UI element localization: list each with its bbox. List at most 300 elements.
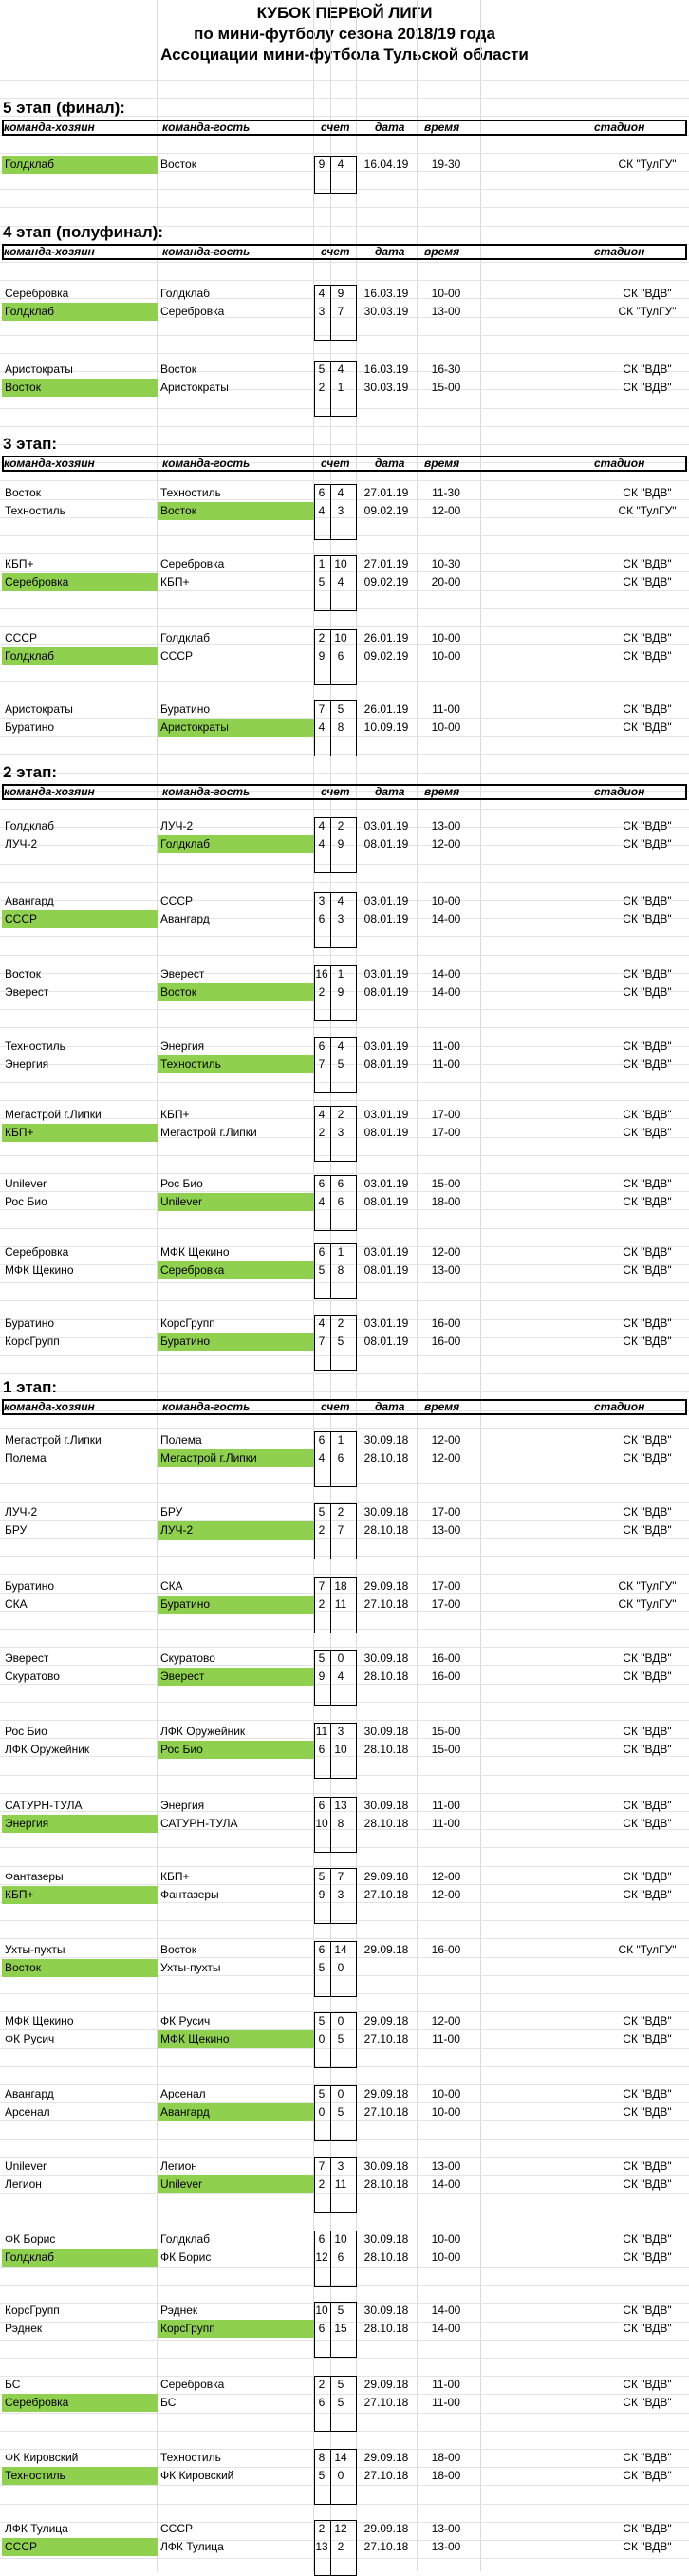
stadium: СК "ВДВ" [623, 2032, 672, 2045]
grid-row-line [0, 1647, 689, 1648]
away-score: 9 [337, 985, 344, 999]
home-team: ЛФК Оружейник [5, 1743, 90, 1756]
match-date: 16.04.19 [363, 158, 409, 171]
match-date: 08.01.19 [363, 985, 409, 999]
home-score: 6 [318, 1743, 326, 1756]
match-time: 16-00 [431, 1335, 461, 1348]
home-team: СССР [5, 631, 38, 644]
grid-row-line [0, 1373, 689, 1374]
home-score: 0 [318, 2105, 326, 2119]
match-time: 14-00 [431, 2177, 461, 2191]
home-team: КорсГрупп [5, 1335, 60, 1348]
home-team: Легион [5, 2177, 42, 2191]
away-team: Восток [160, 1943, 196, 1956]
match-time: 10-00 [431, 2232, 461, 2246]
match-time: 13-00 [431, 819, 461, 832]
grid-row-line [0, 1720, 689, 1721]
home-team: Восток [5, 486, 41, 499]
grid-row-line [0, 353, 689, 354]
grid-row-line [0, 480, 689, 481]
match-time: 12-00 [431, 2014, 461, 2027]
column-header-home: команда-хозяин [4, 121, 95, 134]
away-score: 2 [337, 2540, 344, 2553]
away-team: Аристократы [160, 381, 229, 394]
column-header-away: команда-гость [162, 785, 251, 798]
away-score: 1 [337, 1433, 344, 1447]
home-score: 6 [318, 1039, 326, 1053]
home-team: КБП+ [2, 1886, 158, 1904]
home-score: 6 [318, 1943, 326, 1956]
match-time: 13-00 [431, 1523, 461, 1537]
away-score: 0 [337, 2014, 344, 2027]
match-row [0, 555, 689, 573]
away-team: Авангард [158, 2103, 314, 2121]
column-header-away: команда-гость [162, 457, 251, 470]
match-row [0, 2157, 689, 2175]
stadium: СК "ВДВ" [623, 1888, 672, 1901]
away-team: КБП+ [160, 1108, 190, 1121]
match-date: 27.01.19 [363, 557, 409, 570]
match-date: 30.09.18 [363, 1799, 409, 1812]
column-header-away: команда-гость [162, 121, 251, 134]
home-score: 11 [315, 1725, 328, 1738]
match-row [0, 2376, 689, 2394]
match-row [0, 2449, 689, 2467]
stadium: СК "ВДВ" [623, 1523, 672, 1537]
column-header-row [2, 784, 687, 800]
match-time: 14-00 [431, 2322, 461, 2335]
match-row [0, 2012, 689, 2030]
home-score: 10 [315, 1817, 328, 1830]
home-score: 2 [318, 631, 326, 644]
home-score: 9 [318, 649, 326, 663]
stage-title: 4 этап (полуфинал): [3, 223, 163, 241]
match-row [0, 2249, 689, 2267]
stadium: СК "ВДВ" [623, 819, 672, 832]
home-team: Арсенал [5, 2105, 50, 2119]
match-row [0, 303, 689, 321]
home-score: 3 [318, 305, 326, 318]
stadium: СК "ВДВ" [623, 1195, 672, 1208]
home-team: КБП+ [5, 557, 34, 570]
grid-row-line [0, 1391, 689, 1392]
match-time: 10-00 [431, 2105, 461, 2119]
match-time: 17-00 [431, 1126, 461, 1139]
match-row [0, 1668, 689, 1686]
home-score: 4 [318, 1108, 326, 1121]
match-time: 11-00 [432, 1817, 460, 1830]
match-time: 16-00 [431, 1316, 461, 1330]
stadium: СК "ВДВ" [623, 1177, 672, 1190]
home-score: 7 [318, 1579, 326, 1593]
match-date: 09.02.19 [363, 504, 409, 517]
away-score: 5 [337, 2032, 344, 2045]
stadium: СК "ВДВ" [623, 2105, 672, 2119]
home-score: 4 [318, 1451, 326, 1465]
stadium: СК "ТулГУ" [618, 158, 677, 171]
away-score: 7 [337, 1523, 344, 1537]
match-date: 03.01.19 [363, 1108, 409, 1121]
match-row [0, 1741, 689, 1759]
home-team: ФК Борис [5, 2232, 56, 2246]
stadium: СК "ВДВ" [623, 2451, 672, 2464]
match-row [0, 2467, 689, 2485]
away-team: ЛУЧ-2 [158, 1521, 314, 1540]
match-date: 27.10.18 [363, 2396, 409, 2409]
match-time: 11-00 [432, 1039, 460, 1053]
title-line-2: по мини-футболу сезона 2018/19 года [194, 25, 495, 43]
away-team: Серебровка [160, 2378, 225, 2391]
stadium: СК "ВДВ" [623, 486, 672, 499]
away-score: 4 [337, 158, 344, 171]
away-score: 4 [337, 486, 344, 499]
match-date: 30.09.18 [363, 2159, 409, 2173]
away-team: Голдклаб [160, 2232, 211, 2246]
column-header-time: время [424, 1400, 460, 1413]
away-team: КБП+ [160, 575, 190, 588]
away-team: КорсГрупп [158, 2320, 314, 2338]
home-team: Голдклаб [2, 156, 158, 174]
grid-row-line [0, 882, 689, 883]
home-score: 8 [318, 2451, 326, 2464]
away-team: Восток [160, 363, 196, 376]
away-team: Рэднек [160, 2304, 198, 2317]
column-header-stadium: стадион [594, 785, 645, 798]
home-team: Восток [5, 967, 41, 980]
home-team: Буратино [5, 1579, 55, 1593]
stadium: СК "ВДВ" [623, 1126, 672, 1139]
away-team: Ухты-пухты [160, 1961, 221, 1974]
away-team: Восток [158, 502, 314, 520]
home-score: 4 [318, 720, 326, 734]
match-time: 13-00 [431, 305, 461, 318]
stadium: СК "ТулГУ" [618, 305, 677, 318]
away-score: 14 [334, 2451, 347, 2464]
match-time: 15-00 [431, 1725, 461, 1738]
home-team: Аристократы [5, 702, 73, 716]
stadium: СК "ВДВ" [623, 1263, 672, 1277]
stadium: СК "ВДВ" [623, 381, 672, 394]
away-score: 1 [337, 967, 344, 980]
away-score: 11 [334, 1597, 347, 1611]
match-row [0, 1596, 689, 1614]
home-team: Техностиль [5, 1039, 65, 1053]
match-time: 14-00 [431, 2304, 461, 2317]
away-team: МФК Щекино [158, 2030, 314, 2048]
away-team: Эверест [158, 1668, 314, 1686]
grid-row-line [0, 1173, 689, 1174]
match-date: 08.01.19 [363, 912, 409, 925]
away-score: 9 [337, 837, 344, 850]
match-row [0, 1959, 689, 1977]
match-date: 29.09.18 [363, 2522, 409, 2535]
home-team: Голдклаб [2, 303, 158, 321]
stadium: СК "ВДВ" [623, 1799, 672, 1812]
stadium: СК "ВДВ" [623, 631, 672, 644]
match-time: 18-00 [431, 1195, 461, 1208]
match-time: 17-00 [431, 1597, 461, 1611]
match-time: 12-00 [431, 837, 461, 850]
away-team: Серебровка [160, 557, 225, 570]
match-time: 16-30 [431, 363, 461, 376]
home-team: Голдклаб [5, 819, 55, 832]
away-score: 3 [337, 912, 344, 925]
match-date: 27.10.18 [363, 2469, 409, 2482]
column-header-score: счет [321, 121, 350, 134]
column-header-home: команда-хозяин [4, 785, 95, 798]
match-row [0, 647, 689, 665]
stadium: СК "ВДВ" [623, 2232, 672, 2246]
home-score: 6 [318, 1177, 326, 1190]
stadium: СК "ВДВ" [623, 1652, 672, 1665]
home-team: Фантазеры [5, 1870, 64, 1883]
match-time: 12-00 [431, 504, 461, 517]
away-team: Энергия [160, 1039, 205, 1053]
column-header-stadium: стадион [594, 1400, 645, 1413]
home-score: 4 [318, 287, 326, 300]
match-date: 27.10.18 [363, 2105, 409, 2119]
match-row [0, 2302, 689, 2320]
away-score: 6 [337, 1177, 344, 1190]
stadium: СК "ТулГУ" [618, 1597, 677, 1611]
match-row [0, 1941, 689, 1959]
match-time: 15-00 [431, 1177, 461, 1190]
away-score: 12 [334, 2522, 347, 2535]
grid-row-line [0, 1938, 689, 1939]
home-score: 0 [318, 2032, 326, 2045]
match-time: 15-00 [431, 381, 461, 394]
home-score: 4 [318, 1316, 326, 1330]
match-row [0, 484, 689, 502]
home-team: Авангард [5, 894, 54, 907]
match-time: 13-00 [431, 1263, 461, 1277]
stadium: СК "ВДВ" [623, 2540, 672, 2553]
match-row [0, 156, 689, 174]
away-score: 2 [337, 1505, 344, 1519]
away-team: Восток [160, 158, 196, 171]
away-score: 6 [337, 649, 344, 663]
home-team: Рос Био [5, 1725, 47, 1738]
stadium: СК "ВДВ" [623, 1433, 672, 1447]
match-time: 12-00 [431, 1245, 461, 1259]
match-date: 30.03.19 [363, 305, 409, 318]
column-header-row [2, 120, 687, 136]
stadium: СК "ВДВ" [623, 1505, 672, 1519]
away-team: БС [160, 2396, 177, 2409]
match-time: 10-00 [431, 720, 461, 734]
home-score: 6 [318, 2232, 326, 2246]
match-row [0, 1055, 689, 1073]
match-time: 11-00 [432, 2396, 460, 2409]
match-row [0, 965, 689, 983]
match-time: 14-00 [431, 967, 461, 980]
grid-row-line [0, 153, 689, 154]
away-team: Мегастрой г.Липки [160, 1126, 257, 1139]
match-row [0, 910, 689, 928]
grid-row-line [0, 626, 689, 627]
home-team: Полема [5, 1451, 47, 1465]
away-score: 0 [337, 2087, 344, 2100]
match-row [0, 1577, 689, 1596]
away-team: ФК Русич [160, 2014, 211, 2027]
stadium: СК "ТулГУ" [618, 504, 677, 517]
home-team: Энергия [5, 1057, 49, 1071]
match-date: 30.03.19 [363, 381, 409, 394]
home-team: Unilever [5, 2159, 47, 2173]
home-score: 6 [318, 1433, 326, 1447]
away-score: 5 [337, 2396, 344, 2409]
home-score: 6 [318, 486, 326, 499]
column-header-score: счет [321, 785, 350, 798]
away-score: 18 [334, 1579, 347, 1593]
match-row [0, 2030, 689, 2048]
match-time: 17-00 [431, 1579, 461, 1593]
match-date: 27.10.18 [363, 2540, 409, 2553]
home-team: Энергия [2, 1815, 158, 1833]
home-team: БС [5, 2378, 21, 2391]
match-date: 03.01.19 [363, 1316, 409, 1330]
away-score: 5 [337, 2105, 344, 2119]
away-score: 3 [337, 1126, 344, 1139]
stage-title: 5 этап (финал): [3, 99, 125, 117]
stage-title: 3 этап: [3, 435, 58, 453]
match-date: 26.01.19 [363, 631, 409, 644]
home-team: МФК Щекино [5, 2014, 74, 2027]
stadium: СК "ВДВ" [623, 557, 672, 570]
stadium: СК "ВДВ" [623, 363, 672, 376]
match-date: 30.09.18 [363, 1505, 409, 1519]
match-date: 27.10.18 [363, 1888, 409, 1901]
away-score: 5 [337, 702, 344, 716]
home-team: Мегастрой г.Липки [5, 1108, 102, 1121]
column-header-time: время [424, 785, 460, 798]
home-team: БРУ [5, 1523, 28, 1537]
match-time: 13-00 [431, 2159, 461, 2173]
away-score: 6 [337, 2250, 344, 2264]
stadium: СК "ВДВ" [623, 1057, 672, 1071]
home-score: 2 [318, 985, 326, 999]
away-score: 0 [337, 1652, 344, 1665]
away-score: 4 [337, 363, 344, 376]
home-score: 2 [318, 1523, 326, 1537]
match-date: 16.03.19 [363, 287, 409, 300]
match-date: 30.09.18 [363, 2304, 409, 2317]
away-team: Буратино [160, 702, 211, 716]
away-score: 5 [337, 1057, 344, 1071]
match-row [0, 1106, 689, 1124]
grid-row-line [0, 2358, 689, 2359]
column-header-home: команда-хозяин [4, 457, 95, 470]
grid-row-line [0, 1100, 689, 1101]
stage-title: 1 этап: [3, 1378, 58, 1396]
away-score: 5 [337, 2378, 344, 2391]
grid-row-line [0, 1428, 689, 1429]
away-score: 14 [334, 1943, 347, 1956]
stadium: СК "ВДВ" [623, 2250, 672, 2264]
match-date: 08.01.19 [363, 1126, 409, 1139]
match-date: 29.09.18 [363, 2451, 409, 2464]
match-date: 27.10.18 [363, 1597, 409, 1611]
home-score: 9 [318, 158, 326, 171]
match-date: 29.09.18 [363, 1943, 409, 1956]
home-score: 5 [318, 575, 326, 588]
column-header-time: время [424, 457, 460, 470]
home-team: ФК Русич [5, 2032, 55, 2045]
grid-row-line [0, 553, 689, 554]
title-line-3: Ассоциации мини-футбола Тульской области [160, 46, 529, 64]
home-score: 2 [318, 2378, 326, 2391]
away-score: 6 [337, 1451, 344, 1465]
away-score: 15 [334, 2322, 347, 2335]
away-score: 3 [337, 504, 344, 517]
stadium: СК "ВДВ" [623, 702, 672, 716]
match-row [0, 629, 689, 647]
away-team: Голдклаб [160, 287, 211, 300]
column-header-home: команда-хозяин [4, 245, 95, 258]
column-header-home: команда-хозяин [4, 1400, 95, 1413]
away-team: ЛУЧ-2 [160, 819, 194, 832]
stadium: СК "ВДВ" [623, 1245, 672, 1259]
column-header-row [2, 1399, 687, 1415]
stadium: СК "ВДВ" [623, 985, 672, 999]
match-date: 03.01.19 [363, 1245, 409, 1259]
away-team: КорсГрупп [160, 1316, 215, 1330]
match-row [0, 361, 689, 379]
match-row [0, 1868, 689, 1886]
home-team: Рос Био [5, 1195, 47, 1208]
home-score: 9 [318, 1670, 326, 1683]
match-time: 12-00 [431, 1888, 461, 1901]
away-score: 8 [337, 1263, 344, 1277]
match-date: 29.09.18 [363, 2014, 409, 2027]
away-score: 3 [337, 2159, 344, 2173]
home-score: 7 [318, 702, 326, 716]
away-score: 4 [337, 894, 344, 907]
match-time: 11-00 [432, 1799, 460, 1812]
away-team: Серебровка [160, 305, 225, 318]
match-time: 11-00 [432, 1057, 460, 1071]
match-date: 27.10.18 [363, 2032, 409, 2045]
away-team: Аристократы [158, 719, 314, 737]
away-score: 7 [337, 305, 344, 318]
match-row [0, 1315, 689, 1333]
away-score: 1 [337, 1245, 344, 1259]
away-score: 8 [337, 720, 344, 734]
home-team: ФК Кировский [5, 2451, 79, 2464]
column-header-date: дата [375, 457, 405, 470]
home-team: Авангард [5, 2087, 54, 2100]
match-date: 29.09.18 [363, 2087, 409, 2100]
column-header-stadium: стадион [594, 457, 645, 470]
away-team: Рос Био [158, 1741, 314, 1759]
match-row [0, 817, 689, 835]
away-score: 5 [337, 1335, 344, 1348]
home-score: 2 [318, 2522, 326, 2535]
match-date: 30.09.18 [363, 1652, 409, 1665]
away-score: 1 [337, 381, 344, 394]
home-score: 5 [318, 2087, 326, 2100]
away-team: Легион [160, 2159, 197, 2173]
stadium: СК "ВДВ" [623, 287, 672, 300]
home-score: 7 [318, 1335, 326, 1348]
home-team: КорсГрупп [5, 2304, 60, 2317]
stadium: СК "ВДВ" [623, 1108, 672, 1121]
match-row [0, 983, 689, 1001]
match-row [0, 1193, 689, 1211]
grid-row-line [0, 262, 689, 263]
home-score: 10 [315, 2304, 328, 2317]
away-team: СССР [160, 649, 194, 663]
